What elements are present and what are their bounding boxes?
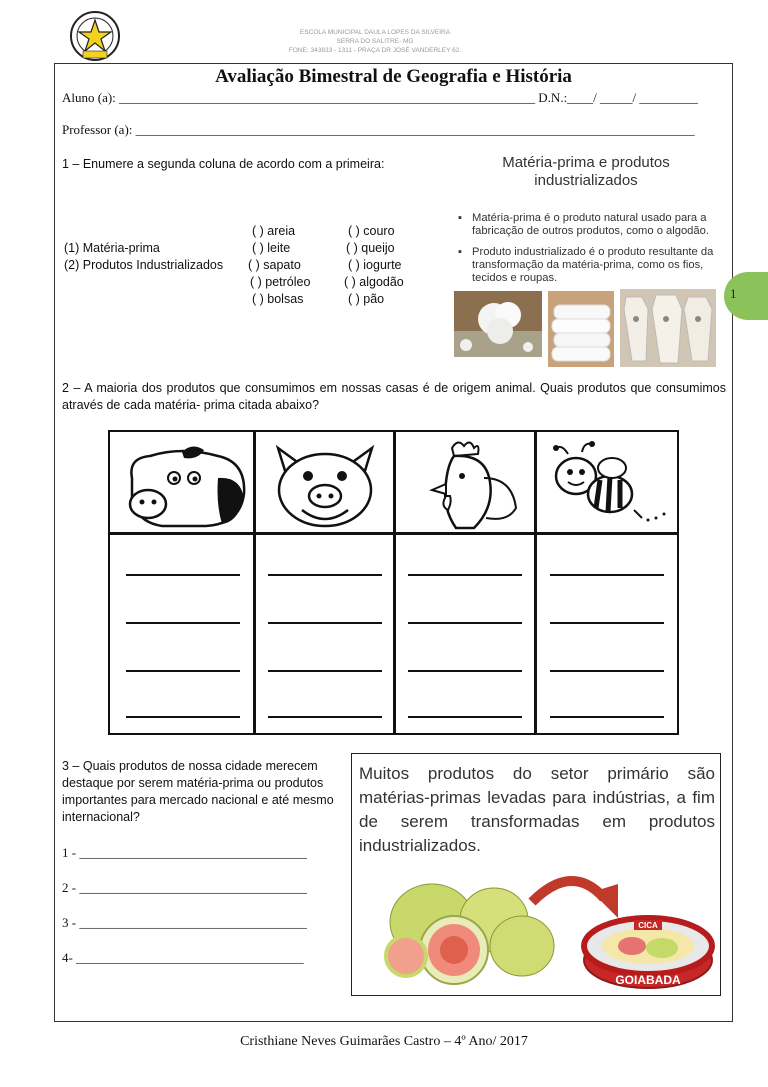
answer-line[interactable]	[550, 716, 664, 718]
answer-line[interactable]	[126, 574, 240, 576]
answer-line[interactable]	[408, 716, 522, 718]
answer-line[interactable]	[268, 670, 382, 672]
q1-option[interactable]: ( ) couro	[348, 224, 395, 238]
chicken-icon	[412, 438, 522, 530]
table-divider	[110, 532, 677, 535]
answer-line[interactable]	[268, 622, 382, 624]
q1-left-item: (2) Produtos Industrializados	[64, 258, 224, 272]
school-logo	[64, 10, 126, 62]
table-divider	[534, 432, 537, 733]
animal-table	[108, 430, 679, 735]
q1-option[interactable]: ( ) leite	[252, 241, 291, 255]
q3-answer-line[interactable]: 3 - ___________________________________	[62, 915, 307, 930]
q1-option[interactable]: ( ) bolsas	[252, 292, 304, 306]
answer-line[interactable]	[408, 574, 522, 576]
q3-answer-line[interactable]: 4- ___________________________________	[62, 950, 304, 965]
answer-line[interactable]	[408, 670, 522, 672]
teacher-field[interactable]: Professor (a): ______________________________________________________________________________________	[62, 122, 695, 137]
q3-answer-line[interactable]: 2 - ___________________________________	[62, 880, 307, 895]
q1-info-title: Matéria-prima e produtos industrializados	[502, 154, 670, 189]
q3-prompt: 3 – Quais produtos de nossa cidade merecem destaque por serem matéria-prima ou produtos importantes para mercado nacional e até mesmo internacional?	[62, 759, 334, 824]
student-field[interactable]: Aluno (a): ________________________________________________________________ D.N.:____/ _____/ _________	[62, 90, 698, 105]
exam-title: Avaliação Bimestral de Geografia e História	[215, 66, 572, 87]
q3-answer-line[interactable]: 1 - ___________________________________	[62, 845, 307, 860]
answer-line[interactable]	[268, 574, 382, 576]
school-info	[240, 28, 510, 55]
cotton-image	[454, 291, 542, 357]
school-phone: FONE: 343833 - 1311 - PRAÇA DR JOSÉ VANDERLEY 62.	[288, 47, 462, 54]
q1-option[interactable]: ( ) queijo	[346, 241, 395, 255]
q3-info-text: Muitos produtos do setor primário são matérias-primas levadas para indústrias, a fim de serem transformadas em produtos industrializados.	[359, 764, 715, 855]
q1-bullet-text: Matéria-prima é o produto natural usado para a fabricação de outros produtos, como o algodão.	[472, 212, 709, 237]
q1-option[interactable]: ( ) areia	[252, 224, 296, 238]
q1-option[interactable]: ( ) petróleo	[250, 275, 311, 289]
q1-prompt: 1 – Enumere a segunda coluna de acordo com a primeira:	[62, 157, 385, 171]
answer-line[interactable]	[126, 716, 240, 718]
table-divider	[393, 432, 396, 733]
guava-products-image	[382, 862, 716, 992]
can-label: GOIABADA	[615, 973, 681, 987]
school-city: SERRA DO SALITRE- MG	[336, 38, 414, 45]
pig-icon	[266, 438, 384, 530]
page-number: 1	[730, 286, 737, 301]
baby-clothes-image	[620, 289, 716, 367]
q1-left-item: (1) Matéria-prima	[64, 241, 160, 255]
q1-option[interactable]: ( ) algodão	[344, 275, 404, 289]
q3-info-panel	[351, 753, 721, 996]
q1-option[interactable]: ( ) iogurte	[348, 258, 402, 272]
answer-line[interactable]	[126, 670, 240, 672]
q1-bullet-text: Produto industrializado é o produto resultante da transformação da matéria-prima, como os fios, tecidos e roupas.	[472, 246, 714, 284]
answer-line[interactable]	[550, 670, 664, 672]
bullet-icon: ▪	[458, 246, 462, 258]
towels-image	[548, 291, 614, 367]
answer-line[interactable]	[126, 622, 240, 624]
bullet-icon: ▪	[458, 212, 462, 224]
q1-option[interactable]: ( ) sapato	[248, 258, 301, 272]
answer-line[interactable]	[550, 574, 664, 576]
can-brand: CICA	[638, 921, 658, 930]
bee-icon	[548, 440, 676, 530]
q1-option[interactable]: ( ) pão	[348, 292, 385, 306]
answer-line[interactable]	[550, 622, 664, 624]
footer-author: Cristhiane Neves Guimarães Castro – 4º Ano/ 2017	[240, 1034, 528, 1049]
table-divider	[253, 432, 256, 733]
q1-info-panel	[452, 148, 720, 370]
answer-line[interactable]	[268, 716, 382, 718]
answer-line[interactable]	[408, 622, 522, 624]
q2-prompt: 2 – A maioria dos produtos que consumimos em nossas casas é de origem animal. Quais produtos que consumimos através de cada matéria- prima citada abaixo?	[62, 381, 726, 412]
cow-icon	[122, 438, 252, 530]
page-number-tab	[724, 272, 768, 320]
school-name: ESCOLA MUNICIPAL DAULA LOPES DA SILVEIRA	[299, 29, 451, 36]
